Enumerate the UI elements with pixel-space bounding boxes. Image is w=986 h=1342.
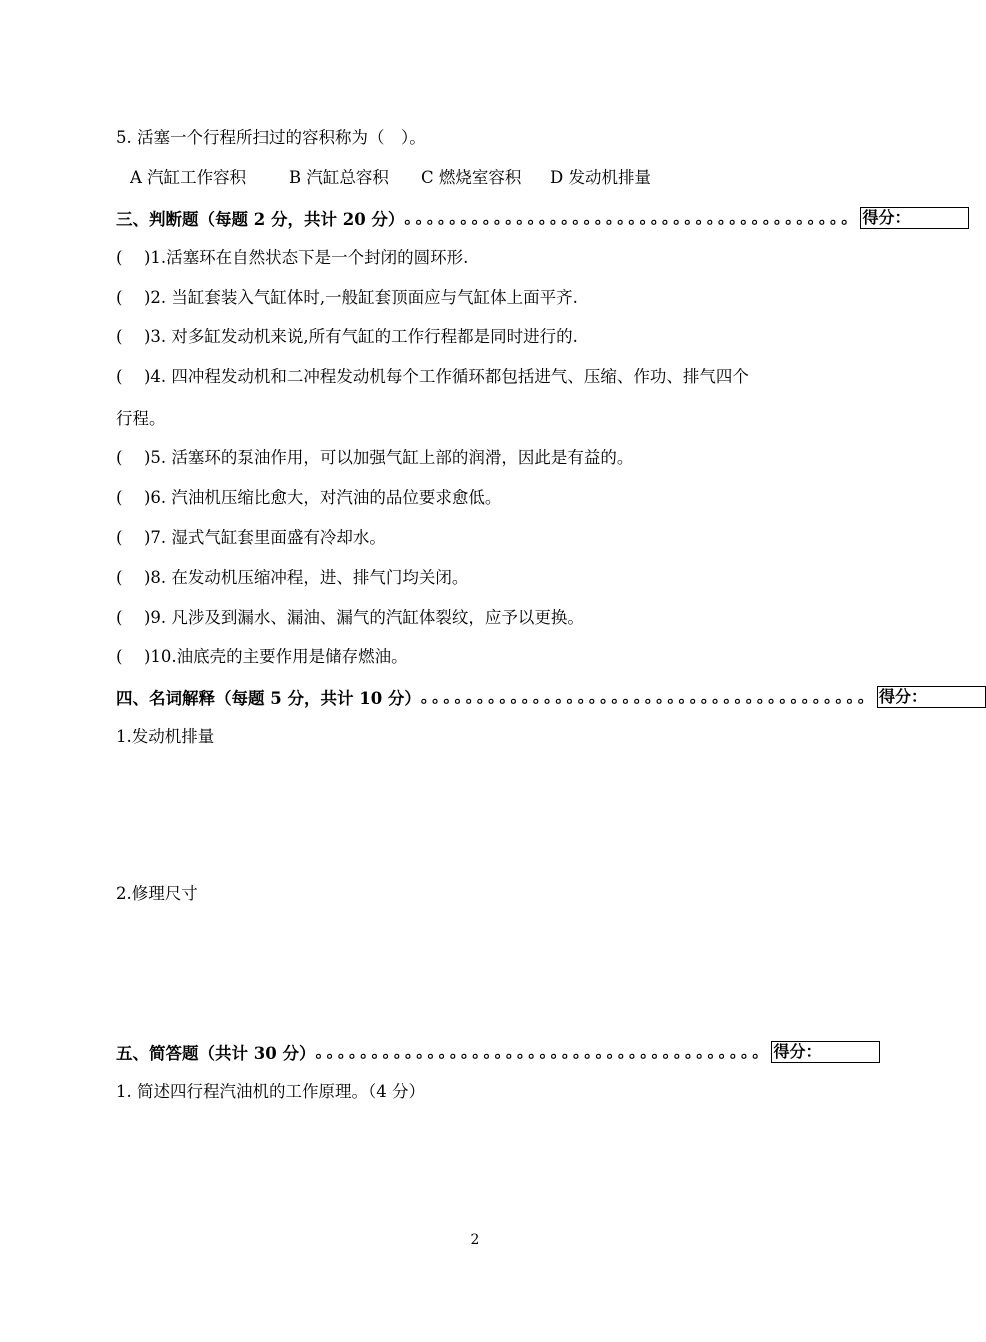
tf-item-7: ( )7. 湿式气缸套里面盛有冷却水。 bbox=[116, 528, 386, 547]
section-3-title: 三、判断题（每题 2 分，共计 20 分） bbox=[116, 210, 405, 229]
option-d: D 发动机排量 bbox=[550, 168, 651, 187]
tf-item-6: ( )6. 汽油机压缩比愈大，对汽油的品位要求愈低。 bbox=[116, 488, 502, 507]
section-5-header bbox=[116, 1040, 836, 1064]
tf-item-3: ( )3. 对多缸发动机来说,所有气缸的工作行程都是同时进行的. bbox=[116, 327, 578, 346]
tf-item-2: ( )2. 当缸套装入气缸体时,一般缸套顶面应与气缸体上面平齐. bbox=[116, 288, 578, 307]
term-2: 2.修理尺寸 bbox=[116, 884, 198, 903]
term-1: 1.发动机排量 bbox=[116, 727, 215, 746]
question-5: 5. 活塞一个行程所扫过的容积称为（ ）。 bbox=[116, 128, 426, 147]
score-box: 得分： bbox=[771, 1041, 880, 1063]
option-a: A 汽缸工作容积 bbox=[130, 168, 247, 187]
section-4-title: 四、名词解释（每题 5 分，共计 10 分） bbox=[116, 689, 421, 708]
short-answer-1: 1. 简述四行程汽油机的工作原理。（4 分） bbox=[116, 1082, 425, 1101]
tf-item-1: ( )1.活塞环在自然状态下是一个封闭的圆环形. bbox=[116, 248, 469, 267]
tf-item-5: ( )5. 活塞环的泵油作用，可以加强气缸上部的润滑，因此是有益的。 bbox=[116, 448, 634, 467]
section-3-header bbox=[116, 206, 911, 230]
tf-item-9: ( )9. 凡涉及到漏水、漏油、漏气的汽缸体裂纹，应予以更换。 bbox=[116, 608, 584, 627]
score-box: 得分： bbox=[860, 207, 969, 229]
section-4-header bbox=[116, 685, 927, 709]
tf-item-4: ( )4. 四冲程发动机和二冲程发动机每个工作循环都包括进气、压缩、作功、排气四个 bbox=[116, 367, 749, 386]
option-c: C 燃烧室容积 bbox=[421, 168, 522, 187]
tf-item-8: ( )8. 在发动机压缩冲程，进、排气门均关闭。 bbox=[116, 568, 469, 587]
score-box: 得分： bbox=[877, 686, 986, 708]
leader-dots: 。。。。。。。。。。。。。。。。。。。。。。。。。。。。。。。。。。。。。。。。 bbox=[420, 687, 877, 706]
tf-item-4-continued: 行程。 bbox=[116, 409, 166, 428]
leader-dots: 。。。。。。。。。。。。。。。。。。。。。。。。。。。。。。。。。。。。。。。。 bbox=[315, 1042, 772, 1061]
tf-item-10: ( )10.油底壳的主要作用是储存燃油。 bbox=[116, 647, 408, 666]
leader-dots: 。。。。。。。。。。。。。。。。。。。。。。。。。。。。。。。。。。。。。。。。 bbox=[404, 208, 861, 227]
option-b: B 汽缸总容积 bbox=[289, 168, 389, 187]
section-5-title: 五、简答题（共计 30 分） bbox=[116, 1044, 316, 1063]
page-number: 2 bbox=[470, 1232, 480, 1248]
